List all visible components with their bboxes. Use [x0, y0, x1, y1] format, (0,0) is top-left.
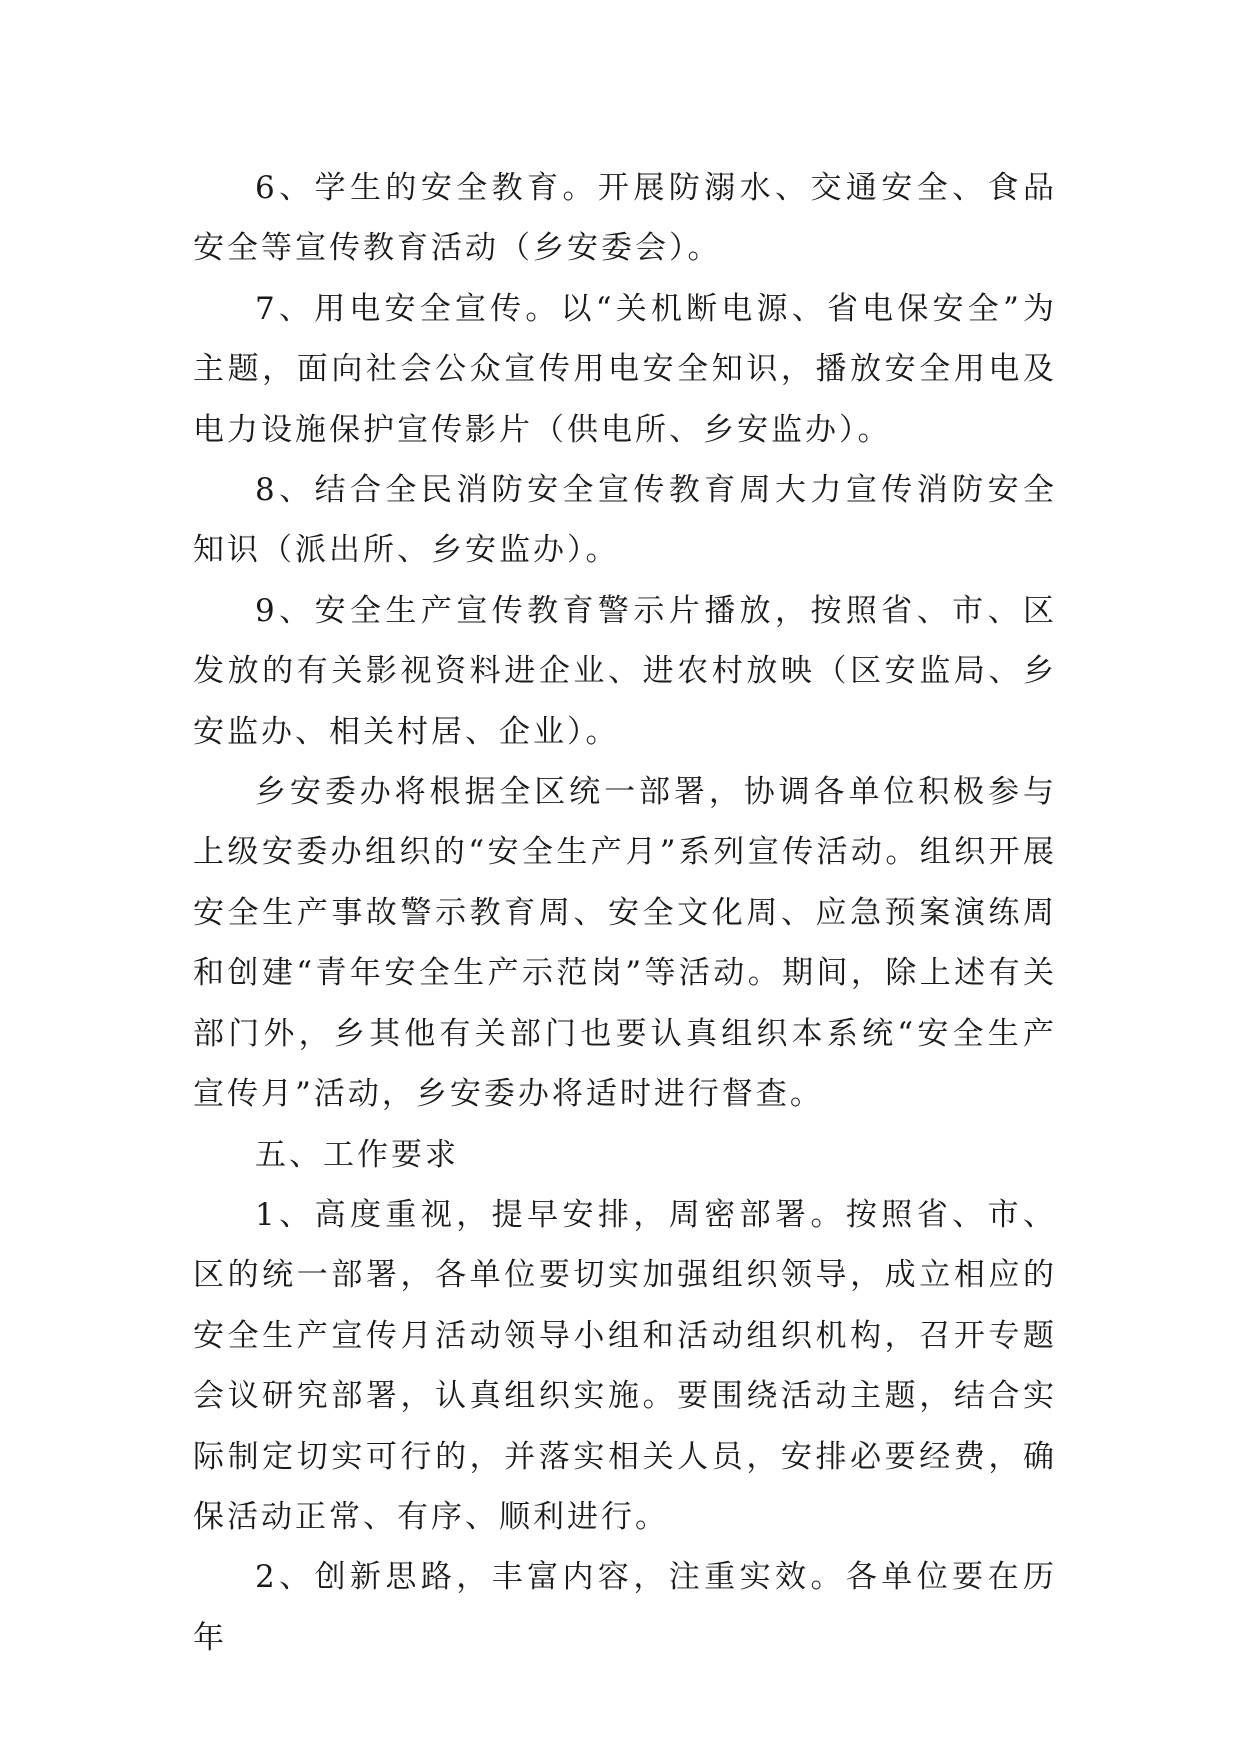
document-body: [193, 158, 1057, 1668]
paragraph-coordination: 乡安委办将根据全区统一部署，协调各单位积极参与上级安委办组织的“安全生产月”系列宣传活动。组织开展安全生产事故警示教育周、安全文化周、应急预案演练周和创建“青年安全生产示范岗”等活动。期间，除上述有关部门外，乡其他有关部门也要认真组织本系统“安全生产宣传月”活动，乡安委办将适时进行督查。: [193, 774, 1057, 1113]
paragraph-item-8: 8、结合全民消防安全宣传教育周大力宣传消防安全知识（派出所、乡安监办）。: [193, 472, 1057, 569]
paragraph-item-9: 9、安全生产宣传教育警示片播放，按照省、市、区发放的有关影视资料进企业、进农村放映（区安监局、乡安监办、相关村居、企业）。: [193, 592, 1057, 750]
paragraph-item-6: 6、学生的安全教育。开展防溺水、交通安全、食品安全等宣传教育活动（乡安委会）。: [193, 170, 1057, 267]
section-heading-work-requirements: 五、工作要求: [255, 1136, 459, 1173]
requirement-item-2: 2、创新思路，丰富内容，注重实效。各单位要在历年: [193, 1559, 1057, 1656]
paragraph-item-7: 7、用电安全宣传。以“关机断电源、省电保安全”为主题，面向社会公众宣传用电安全知识，播放安全用电及电力设施保护宣传影片（供电所、乡安监办）。: [193, 290, 1057, 448]
requirement-item-1: 1、高度重视，提早安排，周密部署。按照省、市、区的统一部署，各单位要切实加强组织领导，成立相应的安全生产宣传月活动领导小组和活动组织机构，召开专题会议研究部署，认真组织实施。要围绕活动主题，结合实际制定切实可行的，并落实相关人员，安排必要经费，确保活动正常、有序、顺利进行。: [193, 1196, 1057, 1535]
